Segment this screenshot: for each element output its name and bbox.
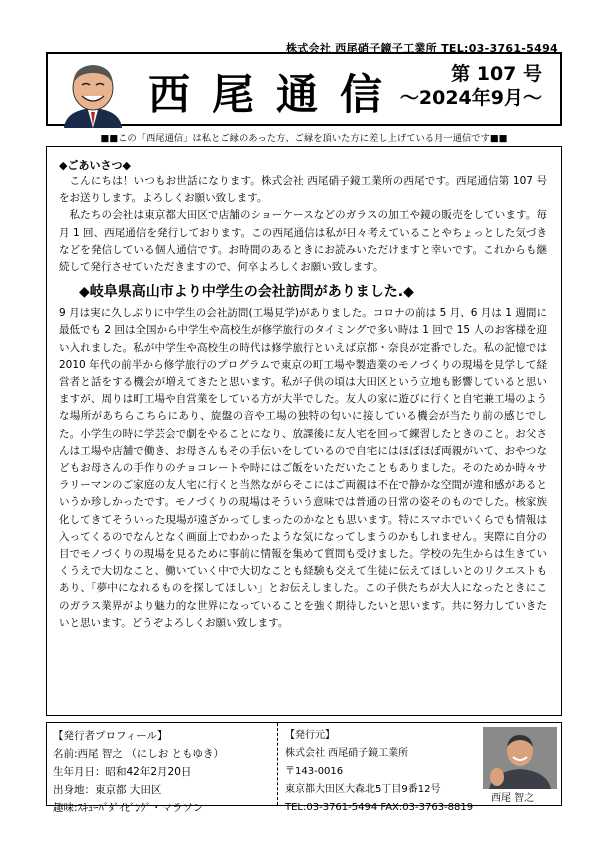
- publisher-info: [285, 727, 473, 817]
- company-contact-line: 株式会社 西尾硝子鏡子工業所 TEL:03-3761-5494: [285, 42, 558, 55]
- greeting-paragraph: こんにちは！いつもお世話になります。株式会社 西尾硝子鏡工業所の西尾です。西尾通信第 107 号をお送りします。よろしくお願い致します。: [59, 175, 547, 205]
- tagline: ■■この「西尾通信」は私とご縁のあった方、ご縁を頂いた方に差し上げている月一通信です■■: [100, 133, 508, 144]
- divider: [277, 723, 278, 805]
- issue-date: ～2024年9月～: [399, 87, 542, 109]
- publisher-photo: [483, 727, 557, 789]
- publisher-company: 株式会社 西尾硝子鏡工業所: [285, 748, 409, 759]
- main-content: [46, 146, 562, 716]
- masthead: [46, 52, 562, 126]
- caricature-avatar: [62, 58, 124, 128]
- greeting-heading: ◆ごあいさつ◆: [59, 159, 131, 172]
- profile-name: 名前:西尾 智之 （にしお ともゆき）: [53, 748, 225, 760]
- issue-info: [400, 62, 542, 110]
- newsletter-title: 西尾通信: [148, 70, 405, 119]
- issue-number: 第 107 号: [451, 63, 542, 85]
- profile-birthday: 生年月日：昭和42年2月20日: [53, 766, 192, 778]
- publisher-contact: TEL:03-3761-5494 FAX:03-3763-8819: [285, 802, 474, 813]
- article-body: 9 月は実に久しぶりに中学生の会社訪問(工場見学)がありました。コロナの前は 5 月、6 月は 1 週間に最低でも 2 回は全国から中学生や高校生が修学旅行のタイミングで多い時は 1 回で 15 人のお客様を迎い入れました。私が中学生や高校生の時代は修学旅行といえば京都・奈良が定番でした。私の記憶では 2010 年代の前半から修学旅行のプログラムで東京の町工場や製造業のモノづくりの現場を見学して経営者と話をする機会が増えてきたと思います。私が子供の頃は大田区という立地も影響していると思いますが、周りは町工場や自営業をしている方が大半でした。友人の家に遊びに行くと自宅兼工場のような場所があちらこちらにあり、旋盤の音や工場の独特の匂いに接している機会が当たり前の感じでした。小学生の時に学芸会で劇をやることになり、放課後に友人宅を回って練習したときのこと。お父さんは工場や店舗で働き、お母さんもその手伝いをしているので自宅にはほぼほぼ両親がいて、おやつなどもお母さんの手作りのチョコレートや時にはご飯をいただいたこともありました。そのためか時々サラリーマンのご家庭の友人宅に行くと当然ながらそこにはご両親は不在で静かな空間が違和感があるというか珍しかったです。モノづくりの現場はそういう意味では普通の日常の姿そのものでした。核家族化してきてそういった現場が遠ざかってしまったのかなとも思います。特にスマホでいくらでも情報は入ってくるのでなんとなく画面上でわかったような気になってしまうのかもしれません。実際に自分の目でモノづくりの現場を見るために事前に情報を集めて質問も受けました。学校の先生からは生きていくうえで大切なこと、働いていく中で大切なことも経験も交えて生徒に伝えてほしいとのリクエストもあり、「夢中になれるものを探してほしい」とお伝えしました。この子供たちが大人になったときにこのガラス業界がより魅力的な世界になっていることを強く期待したいと思います。共に努力していきたいと思います。どうぞよろしくお願い致します。: [59, 307, 547, 629]
- greeting-paragraph: 私たちの会社は東京都大田区で店舗のショーケースなどのガラスの加工や鏡の販売をしています。毎月 1 回、西尾通信を発行しております。この西尾通信は私が日々考えていることやちょっとした気づきなどを発信している個人通信です。お時間のあるときにお読みいただけますと幸いです。これからも継続して発行させていただきますので、何卒よろしくお願い致します。: [59, 209, 547, 274]
- publisher-postal: 〒143-0016: [285, 766, 344, 777]
- photo-caption: 西尾 智之: [491, 793, 535, 804]
- publisher-profile: [53, 727, 224, 817]
- publisher-heading: 【発行元】: [285, 730, 335, 741]
- publisher-address: 東京都大田区大森北5丁目9番12号: [285, 784, 441, 795]
- profile-hobby: 趣味:ｽｷｭｰﾊﾞﾀﾞｲﾋﾞﾝｸﾞ・マラソン: [53, 802, 204, 814]
- profile-birthplace: 出身地：東京都 大田区: [53, 784, 162, 796]
- profile-heading: 【発行者プロフィール】: [53, 730, 168, 742]
- article-heading: ◆岐阜県高山市より中学生の会社訪問がありました.◆: [79, 284, 414, 301]
- profile-box: [46, 722, 562, 814]
